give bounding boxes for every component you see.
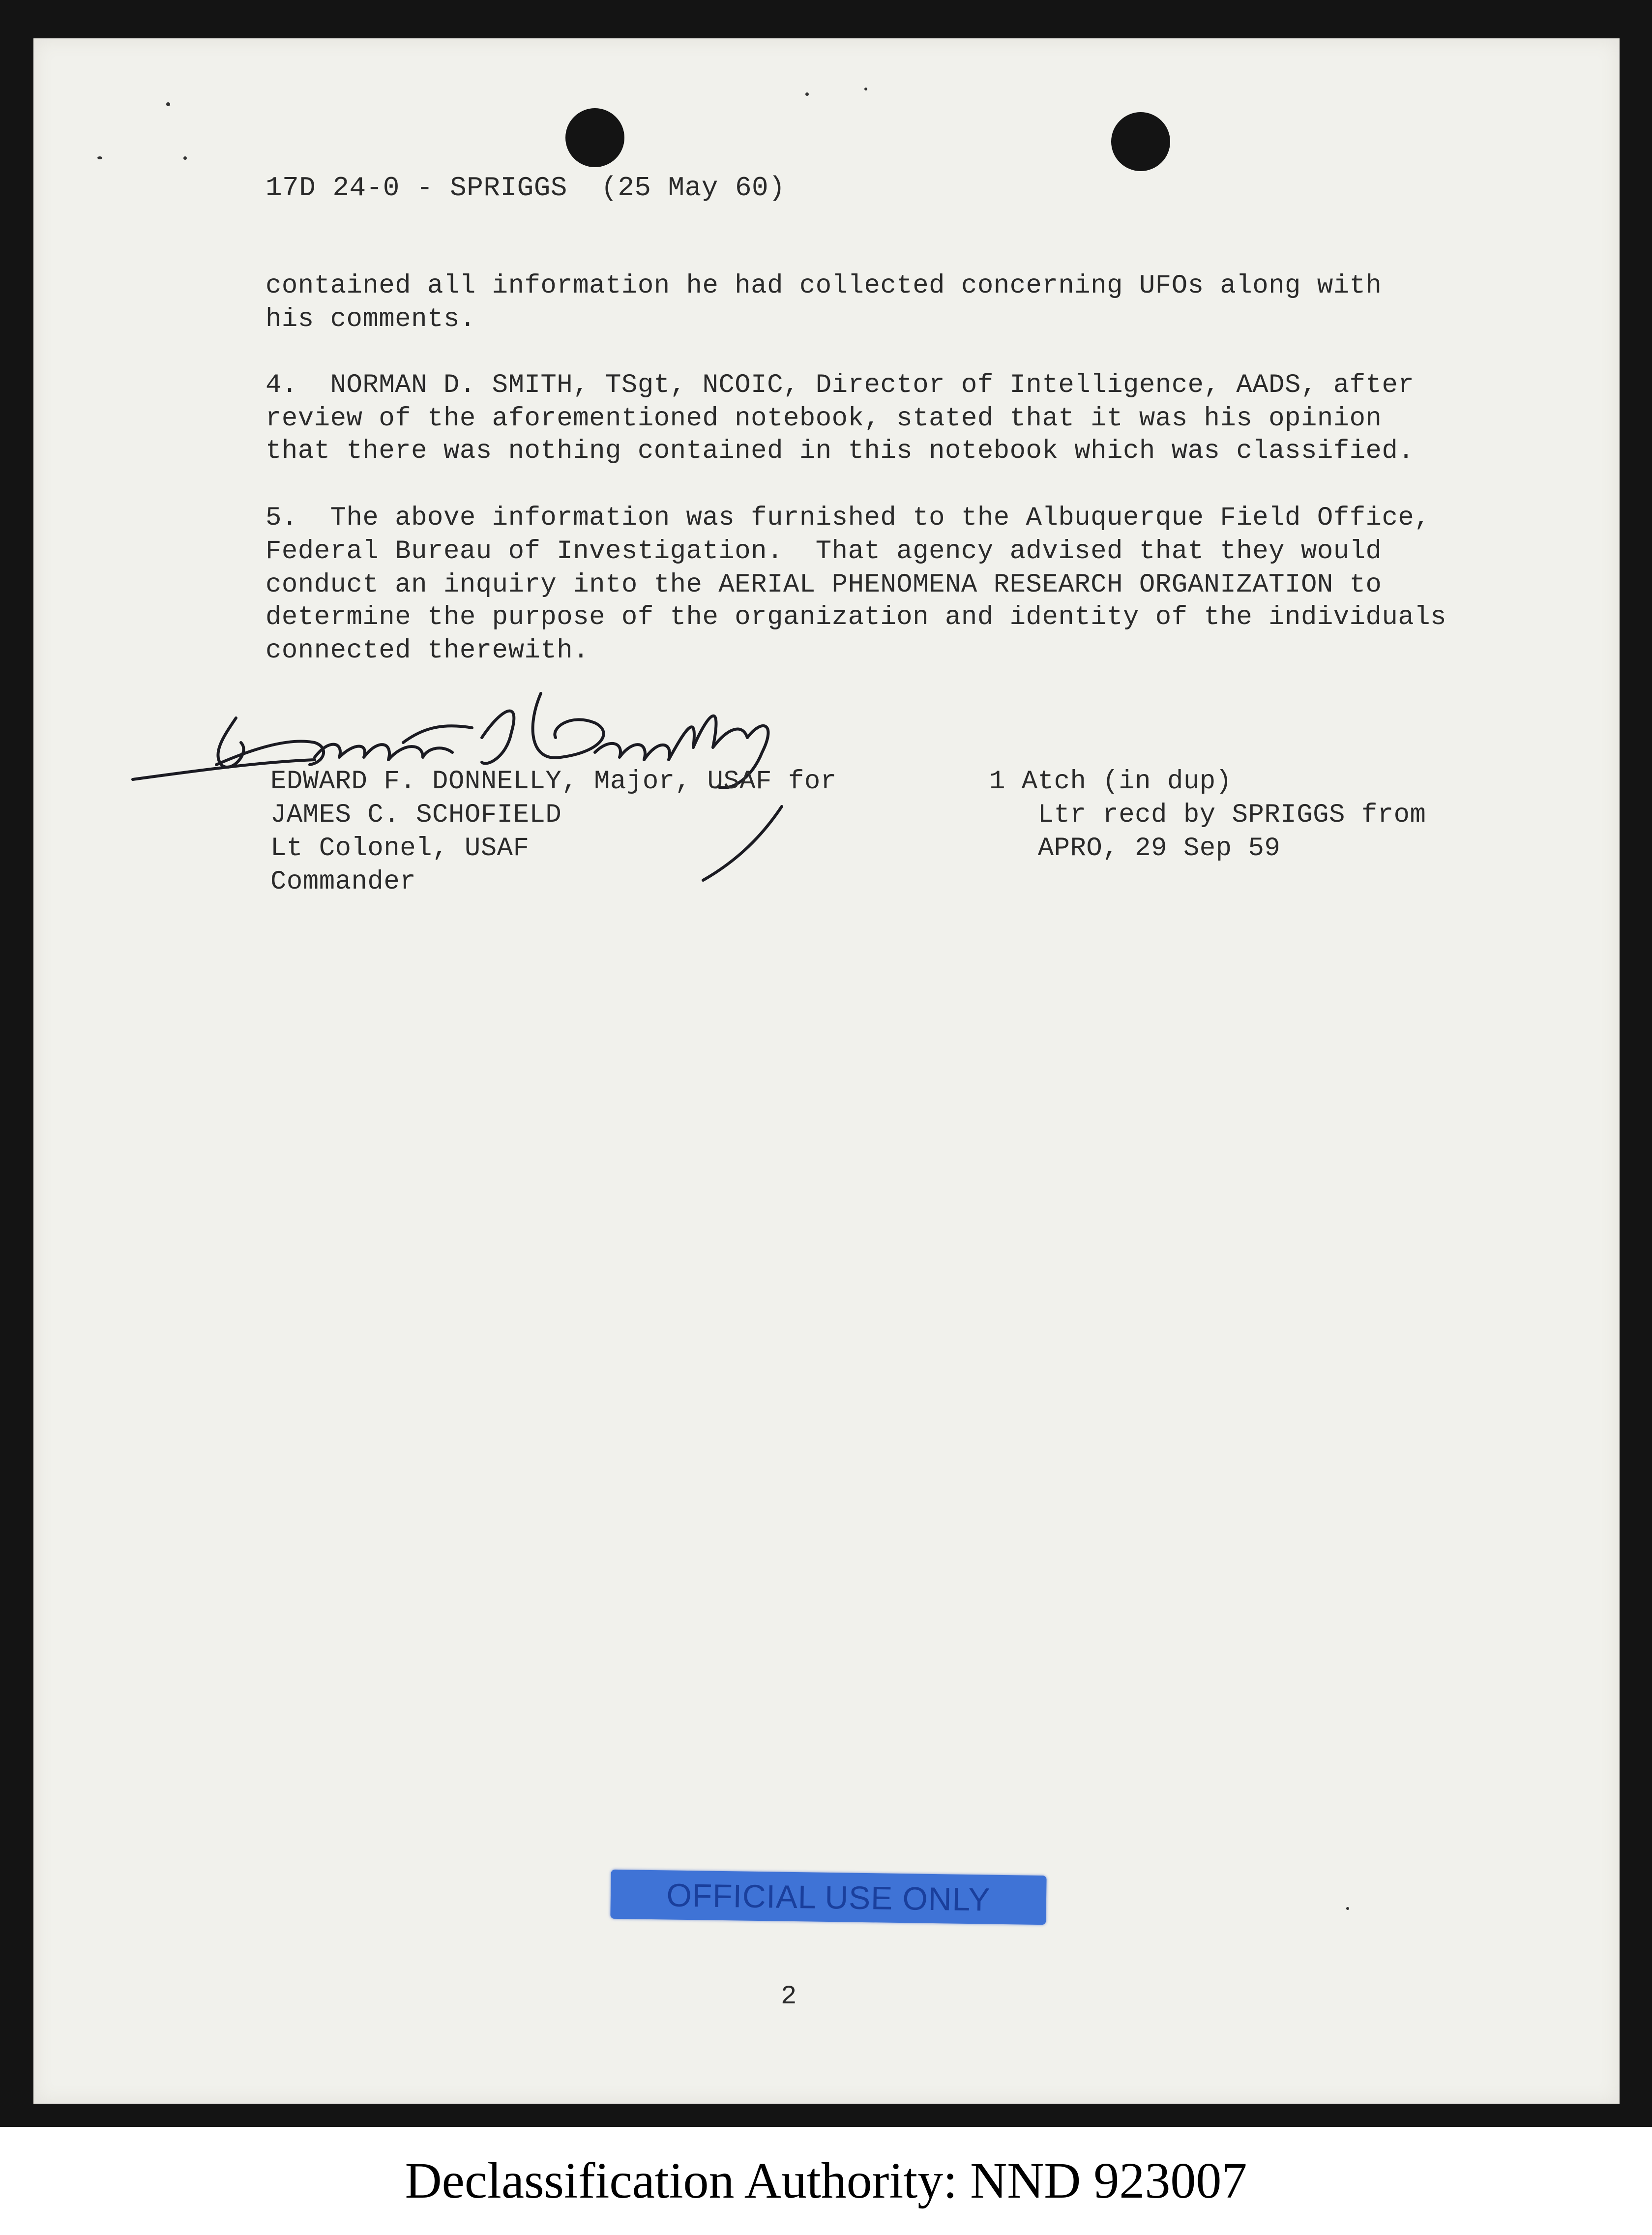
attachment-line: 1 Atch (in dup) [989, 767, 1232, 797]
declassification-authority: Declassification Authority: NND 923007 [405, 2152, 1247, 2209]
text-line: his comments. [266, 304, 476, 334]
signature-line: Lt Colonel, USAF [270, 834, 530, 864]
paper-speck [183, 156, 187, 160]
attachment-line: Ltr recd by SPRIGGS from [989, 800, 1426, 830]
punch-hole-right [1111, 112, 1170, 171]
signature-line: Commander [270, 867, 416, 897]
paper-speck [805, 92, 809, 96]
text-line: contained all information he had collected concerning UFOs along with [266, 271, 1382, 301]
paper-speck [1346, 1907, 1349, 1910]
text-line: 5. The above information was furnished to the Albuquerque Field Office, [266, 503, 1431, 533]
punch-hole-left [565, 108, 624, 167]
text-line: review of the aforementioned notebook, stated that it was his opinion [266, 404, 1382, 434]
text-line: conduct an inquiry into the AERIAL PHENOMENA RESEARCH ORGANIZATION to [266, 570, 1382, 600]
text-line: determine the purpose of the organization and identity of the individuals [266, 602, 1447, 632]
stamp-text: OFFICIAL USE ONLY [666, 1877, 991, 1918]
signature-line: JAMES C. SCHOFIELD [270, 800, 562, 830]
paper-speck [97, 156, 102, 159]
attachment-line: APRO, 29 Sep 59 [989, 834, 1281, 864]
text-line: connected therewith. [266, 636, 590, 666]
text-line: that there was nothing contained in this notebook which was classified. [266, 436, 1415, 466]
signature-line: EDWARD F. DONNELLY, Major, USAF for [270, 767, 837, 797]
text-line: Federal Bureau of Investigation. That agency advised that they would [266, 536, 1382, 566]
page-number: 2 [781, 1982, 797, 2012]
text-line: 4. NORMAN D. SMITH, TSgt, NCOIC, Director of Intelligence, AADS, after [266, 370, 1415, 400]
paper-speck [864, 88, 867, 90]
official-use-stamp [610, 1870, 1046, 1925]
document-page [33, 38, 1620, 2104]
paper-speck [166, 102, 170, 106]
document-header: 17D 24-0 - SPRIGGS (25 May 60) [266, 172, 786, 204]
